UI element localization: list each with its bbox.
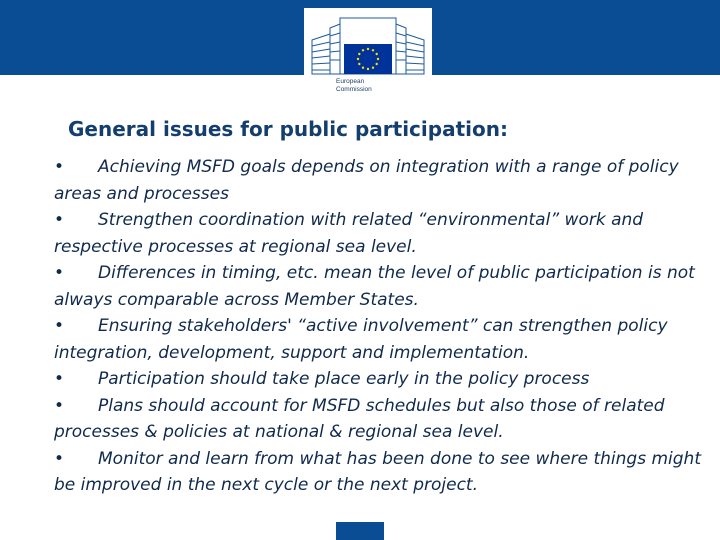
- bullet-icon: •: [54, 263, 65, 283]
- bullet-item: [54, 260, 714, 313]
- bullet-text: Participation should take place early in the policy process: [98, 369, 590, 389]
- bullet-item: [54, 393, 714, 446]
- bullet-icon: •: [54, 395, 65, 416]
- bullet-icon: •: [54, 369, 65, 389]
- european-commission-logo: [304, 8, 432, 103]
- commission-building-icon: [310, 14, 426, 76]
- slide-title: General issues for public participation:: [68, 117, 508, 141]
- bullet-text: Plans should account for MSFD schedules but also those of related processes & policies at national & regional sea level.: [54, 395, 665, 442]
- bullet-icon: •: [54, 210, 65, 230]
- logo-line-commission: Commission: [336, 86, 372, 93]
- bullet-text: Achieving MSFD goals depends on integration with a range of policy areas and processes: [54, 157, 679, 204]
- bullet-text: Strengthen coordination with related “environmental” work and respective processes at regional sea level.: [54, 210, 644, 257]
- bullet-icon: •: [54, 316, 65, 336]
- bullet-item: [54, 366, 714, 393]
- bullet-icon: •: [54, 448, 65, 469]
- footer-accent-block: [336, 522, 384, 540]
- bullet-text: Ensuring stakeholders' “active involvement” can strengthen policy integration, development, support and implementation.: [54, 316, 668, 363]
- bullet-item: [54, 313, 714, 366]
- bullet-item: [54, 446, 714, 499]
- bullet-text: Differences in timing, etc. mean the level of public participation is not always comparable across Member States.: [54, 263, 695, 310]
- logo-caption: [336, 78, 372, 94]
- bullet-item: [54, 154, 714, 207]
- bullet-text: Monitor and learn from what has been done to see where things might be improved in the next cycle or the next project.: [54, 448, 701, 495]
- bullet-list: [54, 154, 714, 499]
- logo-line-european: European: [336, 78, 365, 85]
- bullet-item: [54, 207, 714, 260]
- bullet-icon: •: [54, 157, 65, 177]
